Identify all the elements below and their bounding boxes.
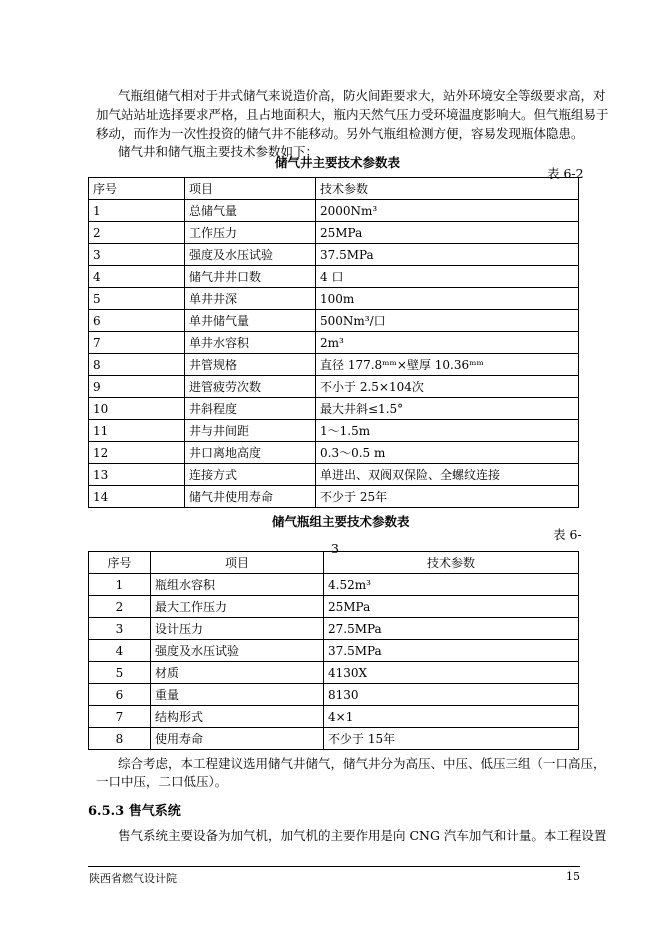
cell-index: 10: [89, 398, 185, 420]
cell-index: 3: [89, 618, 151, 640]
cell-param: 500Nm³/口: [316, 310, 579, 332]
table-row: [89, 244, 579, 266]
table2-title: 储气瓶组主要技术参数表: [272, 514, 410, 529]
table-row: [89, 442, 579, 464]
section-text: 售气系统主要设备为加气机，加气机的主要作用是向 CNG 汽车加气和计量。本工程设置: [118, 828, 607, 843]
footer-org: 陕西省燃气设计院: [89, 872, 177, 885]
cell-index: 12: [89, 442, 185, 464]
cell-item: 进管疲劳次数: [185, 376, 316, 398]
cell-item: 使用寿命: [151, 728, 324, 750]
cell-item: 材质: [151, 662, 324, 684]
cell-item: 储气井使用寿命: [185, 486, 316, 508]
table2-number-wrap: 3: [331, 541, 339, 556]
conclusion-line-1: 综合考虑，本工程建议选用储气井储气，储气井分为高压、中压、低压三组（一口高压，: [118, 756, 606, 771]
cell-param: 37.5MPa: [324, 640, 579, 662]
cell-param: 4130X: [324, 662, 579, 684]
footer-divider: [88, 866, 580, 867]
cell-param: 0.3～0.5 m: [316, 442, 579, 464]
table-row: [89, 684, 579, 706]
cell-item: 强度及水压试验: [185, 244, 316, 266]
intro-line-4: 储气井和储气瓶主要技术参数如下：: [118, 144, 319, 159]
cell-item: 工作压力: [185, 222, 316, 244]
cell-item: 井斜程度: [185, 398, 316, 420]
storage-well-table: [88, 177, 579, 508]
header-param: 技术参数: [316, 178, 579, 200]
cell-item: 瓶组水容积: [151, 574, 324, 596]
table-row: [89, 420, 579, 442]
table-row: [89, 662, 579, 684]
table-header-row: [89, 552, 579, 574]
cell-index: 1: [89, 200, 185, 222]
cell-index: 9: [89, 376, 185, 398]
conclusion-line-2: 一口中压，二口低压）。: [96, 774, 228, 789]
cell-param: 不小于 2.5×104次: [316, 376, 579, 398]
table-header-row: [89, 178, 579, 200]
table-row: [89, 288, 579, 310]
cell-param: 单进出、双阀双保险、全螺纹连接: [316, 464, 579, 486]
cell-index: 3: [89, 244, 185, 266]
table-row: [89, 200, 579, 222]
table-row: [89, 222, 579, 244]
header-index: 序号: [89, 552, 151, 574]
cell-index: 2: [89, 596, 151, 618]
table-row: [89, 486, 579, 508]
cell-param: 25MPa: [316, 222, 579, 244]
cell-param: 37.5MPa: [316, 244, 579, 266]
table-row: [89, 354, 579, 376]
cell-index: 1: [89, 574, 151, 596]
cell-param: 8130: [324, 684, 579, 706]
cell-index: 8: [89, 728, 151, 750]
page-number: 15: [566, 870, 580, 883]
cell-param: 4×1: [324, 706, 579, 728]
cell-index: 2: [89, 222, 185, 244]
cell-index: 7: [89, 706, 151, 728]
header-item: 项目: [151, 552, 324, 574]
intro-line-3: 移动，而作为一次性投资的储气井不能移动。另外气瓶组检测方便，容易发现瓶体隐患。: [96, 126, 584, 141]
cell-index: 7: [89, 332, 185, 354]
table-row: [89, 266, 579, 288]
table1-title: 储气井主要技术参数表: [275, 155, 401, 170]
cell-index: 6: [89, 684, 151, 706]
cell-item: 连接方式: [185, 464, 316, 486]
cell-index: 4: [89, 640, 151, 662]
header-item: 项目: [185, 178, 316, 200]
table-row: [89, 596, 579, 618]
cell-param: 25MPa: [324, 596, 579, 618]
cell-item: 单井井深: [185, 288, 316, 310]
intro-line-1: 气瓶组储气相对于井式储气来说造价高，防火间距要求大，站外环境安全等级要求高，对: [118, 88, 606, 103]
cell-param: 直径 177.8ᵐᵐ×壁厚 10.36ᵐᵐ: [316, 354, 579, 376]
table2-number: 表 6-: [553, 527, 582, 542]
header-param: 技术参数: [324, 552, 579, 574]
cell-param: 2m³: [316, 332, 579, 354]
cell-param: 4 口: [316, 266, 579, 288]
cell-param: 4.52m³: [324, 574, 579, 596]
cell-param: 2000Nm³: [316, 200, 579, 222]
section-heading: 6.5.3 售气系统: [88, 804, 181, 819]
cell-item: 设计压力: [151, 618, 324, 640]
table-row: [89, 706, 579, 728]
cell-item: 单井水容积: [185, 332, 316, 354]
cell-item: 强度及水压试验: [151, 640, 324, 662]
cell-item: 结构形式: [151, 706, 324, 728]
table-row: [89, 332, 579, 354]
cell-param: 不少于 25年: [316, 486, 579, 508]
cell-param: 100m: [316, 288, 579, 310]
cylinder-group-table: [88, 551, 579, 750]
cell-index: 8: [89, 354, 185, 376]
cell-index: 6: [89, 310, 185, 332]
cell-index: 5: [89, 288, 185, 310]
intro-line-2: 加气站站址选择要求严格，且占地面积大，瓶内天然气压力受环境温度影响大。但气瓶组易于: [96, 107, 609, 122]
cell-item: 井管规格: [185, 354, 316, 376]
cell-param: 最大井斜≤1.5°: [316, 398, 579, 420]
cell-item: 井口离地高度: [185, 442, 316, 464]
table1-number: 表 6-2: [547, 166, 584, 181]
cell-param: 不少于 15年: [324, 728, 579, 750]
table-row: [89, 640, 579, 662]
cell-item: 储气井井口数: [185, 266, 316, 288]
cell-item: 重量: [151, 684, 324, 706]
cell-param: 1～1.5m: [316, 420, 579, 442]
cell-index: 13: [89, 464, 185, 486]
table-row: [89, 728, 579, 750]
cell-item: 最大工作压力: [151, 596, 324, 618]
table-row: [89, 310, 579, 332]
cell-index: 11: [89, 420, 185, 442]
table-row: [89, 618, 579, 640]
cell-item: 井与井间距: [185, 420, 316, 442]
cell-param: 27.5MPa: [324, 618, 579, 640]
cell-index: 4: [89, 266, 185, 288]
table-row: [89, 464, 579, 486]
cell-index: 5: [89, 662, 151, 684]
table-row: [89, 398, 579, 420]
cell-item: 单井储气量: [185, 310, 316, 332]
cell-item: 总储气量: [185, 200, 316, 222]
header-index: 序号: [89, 178, 185, 200]
cell-index: 14: [89, 486, 185, 508]
table-row: [89, 574, 579, 596]
table-row: [89, 376, 579, 398]
